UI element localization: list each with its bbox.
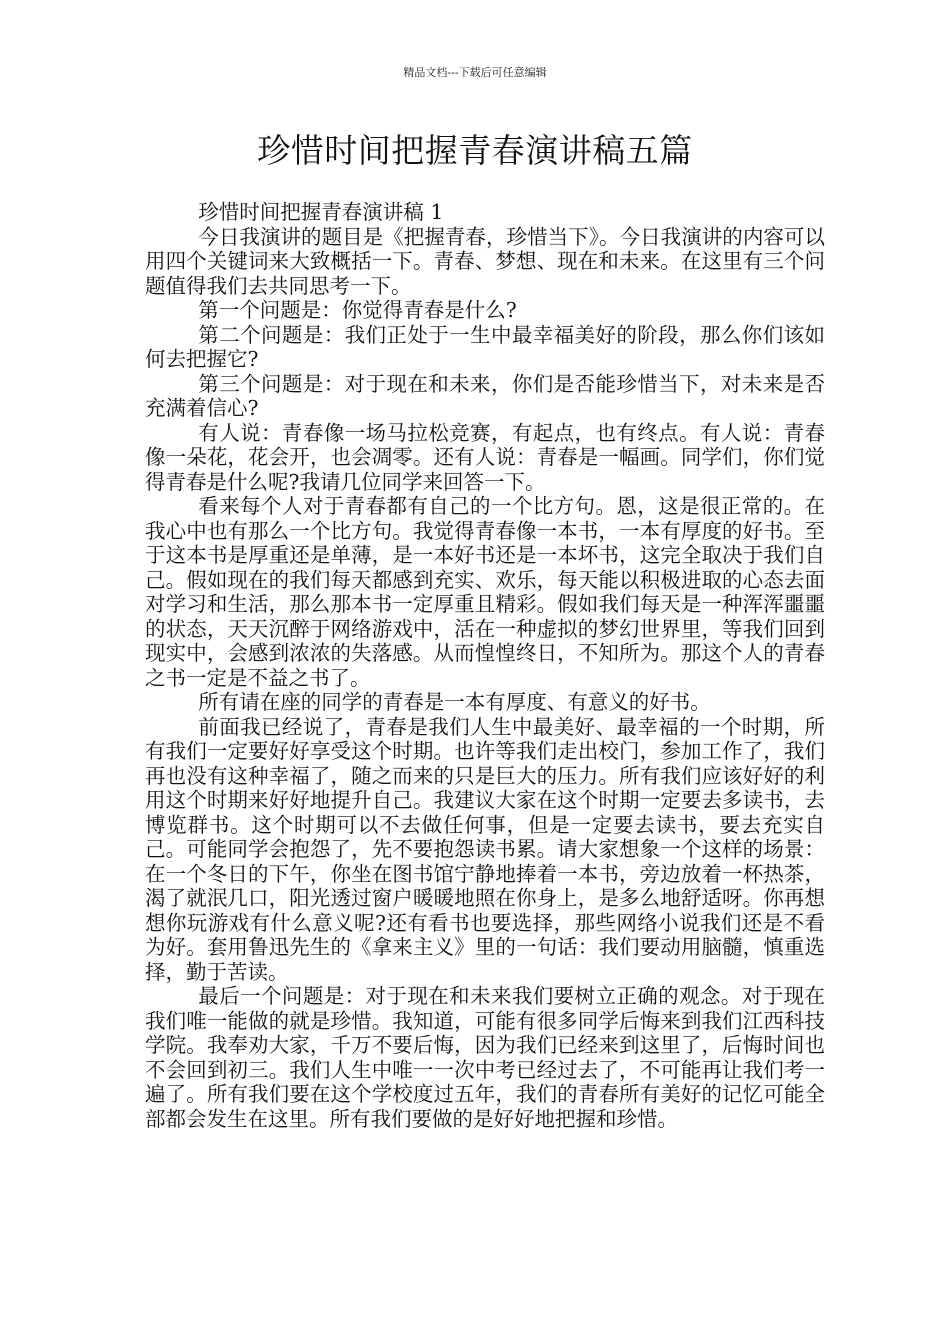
paragraph: 第三个问题是：对于现在和未来，你们是否能珍惜当下，对未来是否充满着信心?: [145, 371, 825, 420]
paragraph: 看来每个人对于青春都有自己的一个比方句。恩，这是很正常的。在我心中也有那么一个比方句。我觉得青春像一本书，一本有厚度的好书。至于这本书是厚重还是单薄，是一本好书还是一本坏书，这完全取决于我们自己。假如现在的我们每天都感到充实、欢乐，每天能以积极进取的心态去面对学习和生活，那么那本书一定厚重且精彩。假如我们每天是一种浑浑噩噩的状态，天天沉醉于网络游戏中，活在一种虚拟的梦幻世界里，等我们回到现实中，会感到浓浓的失落感。从而惶惶终日，不知所为。那这个人的青春之书一定是不益之书了。: [145, 494, 825, 690]
document-body: [145, 200, 825, 1131]
speech-subtitle: 珍惜时间把握青春演讲稿 1: [198, 200, 444, 224]
paragraph: 第二个问题是：我们正处于一生中最幸福美好的阶段，那么你们该如何去把握它?: [145, 322, 825, 371]
paragraph: 今日我演讲的题目是《把握青春，珍惜当下》。今日我演讲的内容可以用四个关键词来大致概括一下。青春、梦想、现在和未来。在这里有三个问题值得我们去共同思考一下。: [145, 224, 825, 298]
paragraph: 第一个问题是：你觉得青春是什么?: [198, 298, 517, 322]
document-title: 珍惜时间把握青春演讲稿五篇: [257, 131, 693, 170]
paragraph: 最后一个问题是：对于现在和未来我们要树立正确的观念。对于现在我们唯一能做的就是珍惜。我知道，可能有很多同学后悔来到我们江西科技学院。我奉劝大家，千万不要后悔，因为我们已经来到这里了，后悔时间也不会回到初三。我们人生中唯一一次中考已经过去了，不可能再让我们考一遍了。所有我们要在这个学校度过五年，我们的青春所有美好的记忆可能全部都会发生在这里。所有我们要做的是好好地把握和珍惜。: [145, 984, 825, 1131]
paragraph: 所有请在座的同学的青春是一本有厚度、有意义的好书。: [198, 690, 711, 714]
paragraph: 有人说：青春像一场马拉松竞赛，有起点，也有终点。有人说：青春像一朵花，花会开，也会凋零。还有人说：青春是一幅画。同学们，你们觉得青春是什么呢?我请几位同学来回答一下。: [145, 420, 825, 494]
header-note: 精品文档---下载后可任意编辑: [403, 66, 547, 79]
paragraph: 前面我已经说了，青春是我们人生中最美好、最幸福的一个时期，所有我们一定要好好享受这个时期。也许等我们走出校门，参加工作了，我们再也没有这种幸福了，随之而来的只是巨大的压力。所有我们应该好好的利用这个时期来好好地提升自己。我建议大家在这个时期一定要去多读书，去博览群书。这个时期可以不去做任何事，但是一定要去读书，要去充实自己。可能同学会抱怨了，先不要抱怨读书累。请大家想象一个这样的场景：在一个冬日的下午，你坐在图书馆宁静地捧着一本书，旁边放着一杯热茶，渴了就泯几口，阳光透过窗户暖暖地照在你身上，是多么地舒适呀。你再想想你玩游戏有什么意义呢?还有看书也要选择，那些网络小说我们还是不看为好。套用鲁迅先生的《拿来主义》里的一句话：我们要动用脑髓，慎重选择，勤于苦读。: [145, 714, 825, 984]
